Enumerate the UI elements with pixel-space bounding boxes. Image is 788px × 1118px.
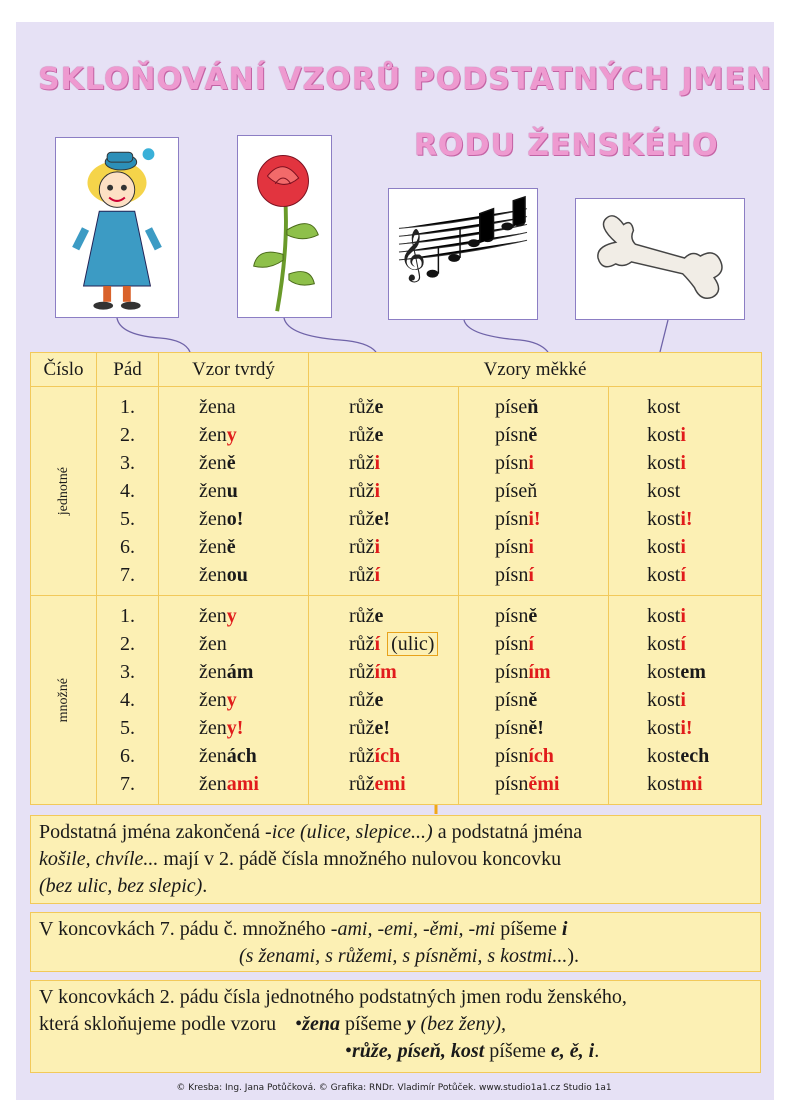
form-ending: emi: [374, 773, 406, 795]
note1-text-a: Podstatná jména zakončená: [39, 821, 266, 843]
bullet-icon: •: [345, 1040, 353, 1062]
form-ending: i: [680, 689, 686, 711]
declension-form: žen: [199, 633, 227, 655]
declension-form: růže: [349, 689, 384, 711]
form-ending: ím: [528, 661, 551, 683]
declension-form: písní: [495, 633, 534, 655]
note2-text-f: ).: [567, 945, 580, 967]
case-list: [97, 602, 158, 798]
form-ending: ích: [374, 745, 401, 767]
header-vzory-mekke: Vzory měkké: [309, 353, 762, 387]
note3-b1-example: (bez ženy),: [415, 1013, 507, 1035]
girl-icon: [56, 138, 178, 317]
note3-b2-end: .: [594, 1040, 600, 1062]
music-notes-icon: [389, 189, 537, 319]
form-ending: í: [528, 564, 534, 586]
declension-form: ženy!: [199, 717, 244, 739]
declension-form: ženy: [199, 605, 237, 627]
form-ending: ě: [226, 452, 236, 474]
declension-form: růžemi: [349, 773, 406, 795]
declension-form: růží (ulic): [349, 630, 458, 658]
declension-form: písně: [495, 424, 538, 446]
declension-form: kostí: [647, 564, 686, 586]
table-header-row: [31, 353, 762, 387]
declension-form: růže!: [349, 508, 391, 530]
note-zero-ending: [30, 815, 761, 904]
note3-b2-letters: e, ě, i: [550, 1040, 595, 1062]
declension-form: ženě: [199, 536, 236, 558]
svg-text:𝄞: 𝄞: [398, 227, 426, 281]
header-vzor-tvrdy: Vzor tvrdý: [159, 353, 309, 387]
plural-label-cell: [31, 596, 97, 805]
note3-b1-mid: píšeme: [339, 1013, 407, 1035]
note3-b1-letter: y: [406, 1013, 416, 1035]
form-ending: i: [680, 424, 686, 446]
bone-picture: [575, 198, 745, 320]
bone-icon: [576, 199, 744, 319]
girl-picture: [55, 137, 179, 318]
form-ending: i: [374, 480, 381, 502]
form-ending: í: [680, 564, 686, 586]
form-ending: e!: [374, 717, 391, 739]
declension-form: píseň: [495, 396, 539, 418]
note3-b2-mid: píšeme: [484, 1040, 551, 1062]
note2-text-c: píšeme: [495, 918, 562, 940]
declension-form: růži: [349, 480, 381, 502]
declension-form: kostem: [647, 661, 706, 683]
declension-form: písní: [495, 564, 534, 586]
plural-label: množné: [55, 677, 71, 723]
form-ending: o!: [226, 508, 244, 530]
form-ending: i!: [680, 508, 693, 530]
form-ending: mi: [680, 773, 703, 795]
note3-b1-word: žena: [302, 1013, 340, 1035]
form-ending: ě: [528, 605, 538, 627]
form-ending: ěmi: [528, 773, 560, 795]
form-ending: y!: [226, 717, 244, 739]
header-pad: Pád: [97, 353, 159, 387]
note1-text-b: -ice (ulice, slepice...): [265, 821, 433, 843]
declension-form: růže!: [349, 717, 391, 739]
form-ending: ech: [680, 745, 710, 767]
case-number: 7.: [120, 773, 135, 795]
ruze-plural-forms: [309, 602, 458, 798]
declension-form: písni: [495, 536, 534, 558]
case-list: [97, 393, 158, 589]
form-ending: ě: [226, 536, 236, 558]
case-number: 3.: [120, 452, 135, 474]
declension-form: písně!: [495, 717, 544, 739]
case-number: 5.: [120, 717, 135, 739]
declension-form: růže: [349, 396, 384, 418]
form-ending: i!: [680, 717, 693, 739]
declension-form: ženou: [199, 564, 248, 586]
declension-form: písně: [495, 605, 538, 627]
case-number: 4.: [120, 689, 135, 711]
note2-text-d: i: [561, 918, 568, 940]
ruze-singular-forms: [309, 393, 458, 589]
form-ending: e!: [374, 508, 391, 530]
declension-form: kosti: [647, 536, 686, 558]
form-ending: ách: [226, 745, 257, 767]
note2-text-a: V koncovkách 7. pádu č. množného: [39, 918, 331, 940]
form-ending: u: [226, 480, 238, 502]
form-ending: y: [226, 424, 237, 446]
note2-text-b: -ami, -emi, -ěmi, -mi: [330, 918, 496, 940]
header-cislo: Číslo: [31, 353, 97, 387]
note-instrumental-plural: [30, 912, 761, 972]
case-number: 5.: [120, 508, 135, 530]
declension-form: růže: [349, 424, 384, 446]
case-number: 7.: [120, 564, 135, 586]
form-ending: e: [374, 605, 384, 627]
note1-text-c: a podstatná jména: [432, 821, 583, 843]
declension-form: písním: [495, 661, 551, 683]
declension-form: růži: [349, 452, 381, 474]
title-line-2: RODU ŽENSKÉHO: [414, 128, 719, 163]
singular-row: [31, 387, 762, 596]
form-ending: i: [528, 536, 534, 558]
note3-b2-words: růže, píseň, kost: [352, 1040, 485, 1062]
declension-form: kosti: [647, 452, 686, 474]
declension-form: růži: [349, 536, 381, 558]
kost-plural-forms: [609, 602, 761, 798]
form-ending: ami: [226, 773, 259, 795]
declension-table: [30, 352, 762, 805]
music-notes-picture: [388, 188, 538, 320]
note1-text-e: mají v 2. pádě čísla množného nulovou koncovku: [158, 848, 562, 870]
form-ending: e: [374, 396, 384, 418]
case-number: 6.: [120, 745, 135, 767]
zena-plural-forms: [159, 602, 308, 798]
declension-form: kosti!: [647, 508, 693, 530]
declension-form: ženám: [199, 661, 254, 683]
declension-form: kosti: [647, 424, 686, 446]
form-ending: a: [226, 396, 236, 418]
zena-singular-forms: [159, 393, 308, 589]
declension-form: kostech: [647, 745, 710, 767]
case-number: 6.: [120, 536, 135, 558]
footer-credits: © Kresba: Ing. Jana Potůčková. © Grafika: RNDr. Vladimír Potůček. www.studio1a1.cz Studio 1a1: [176, 1083, 612, 1093]
declension-form: ženách: [199, 745, 257, 767]
title-line-1: SKLOŇOVÁNÍ VZORŮ PODSTATNÝCH JMEN: [38, 62, 773, 97]
declension-form: kostmi: [647, 773, 703, 795]
declension-form: písních: [495, 745, 554, 767]
pisen-plural-forms: [459, 602, 608, 798]
form-ending: ám: [226, 661, 254, 683]
form-ending: ím: [374, 661, 397, 683]
form-ending: í: [528, 633, 534, 655]
ulic-box: (ulic): [387, 632, 438, 656]
form-ending: y: [226, 689, 237, 711]
form-ending: ň: [527, 396, 539, 418]
pisen-singular-forms: [459, 393, 608, 589]
case-number: 2.: [120, 424, 135, 446]
form-ending: i: [680, 536, 686, 558]
note1-text-d: košile, chvíle...: [39, 848, 159, 870]
case-number: 1.: [120, 396, 135, 418]
case-number: 1.: [120, 605, 135, 627]
declension-form: ženo!: [199, 508, 244, 530]
form-ending: e: [374, 424, 384, 446]
declension-form: růže: [349, 605, 384, 627]
declension-form: kostí: [647, 633, 686, 655]
form-ending: ou: [226, 564, 248, 586]
form-ending: ě: [528, 689, 538, 711]
declension-form: kosti: [647, 689, 686, 711]
case-number: 3.: [120, 661, 135, 683]
declension-form: ženami: [199, 773, 259, 795]
declension-form: růžích: [349, 745, 401, 767]
form-ending: i: [528, 452, 534, 474]
case-number: 2.: [120, 633, 135, 655]
kost-singular-forms: [609, 393, 761, 589]
declension-form: růží: [349, 564, 381, 586]
form-ending: í: [374, 633, 381, 655]
note2-text-e: (s ženami, s růžemi, s písněmi, s kostmi...: [239, 945, 568, 967]
declension-form: kost: [647, 480, 681, 502]
note1-text-g: .: [202, 875, 208, 897]
declension-form: růžím: [349, 661, 397, 683]
note3-text-b: která skloňujeme podle vzoru: [39, 1013, 277, 1035]
declension-form: písně: [495, 689, 538, 711]
declension-form: písni!: [495, 508, 541, 530]
singular-label-cell: [31, 387, 97, 596]
form-ending: í: [374, 564, 381, 586]
declension-form: písni: [495, 452, 534, 474]
declension-form: písněmi: [495, 773, 560, 795]
form-ending: e: [374, 689, 384, 711]
rose-icon: [238, 136, 331, 317]
rose-picture: [237, 135, 332, 318]
form-ending: y: [226, 605, 237, 627]
singular-label: jednotné: [55, 466, 71, 516]
form-ending: em: [680, 661, 706, 683]
declension-form: kosti: [647, 605, 686, 627]
bullet-icon: •: [295, 1013, 303, 1035]
declension-form: ženě: [199, 452, 236, 474]
note3-text-a: V koncovkách 2. pádu čísla jednotného podstatných jmen rodu ženského,: [39, 986, 627, 1008]
form-ending: ě: [528, 424, 538, 446]
declension-form: kost: [647, 396, 681, 418]
form-ending: í: [680, 633, 686, 655]
case-number: 4.: [120, 480, 135, 502]
declension-form: ženy: [199, 424, 237, 446]
form-ending: i: [374, 536, 381, 558]
form-ending: i: [680, 452, 686, 474]
declension-form: ženy: [199, 689, 237, 711]
form-ending: ě!: [528, 717, 544, 739]
declension-form: kosti!: [647, 717, 693, 739]
note-genitive-singular: [30, 980, 761, 1073]
note1-text-f: (bez ulic, bez slepic): [39, 875, 203, 897]
form-ending: i: [680, 605, 686, 627]
form-ending: i: [374, 452, 381, 474]
form-ending: ích: [528, 745, 554, 767]
declension-form: ženu: [199, 480, 238, 502]
declension-form: píseň: [495, 480, 538, 502]
plural-row: [31, 596, 762, 805]
declension-form: žena: [199, 396, 236, 418]
form-ending: i!: [528, 508, 541, 530]
